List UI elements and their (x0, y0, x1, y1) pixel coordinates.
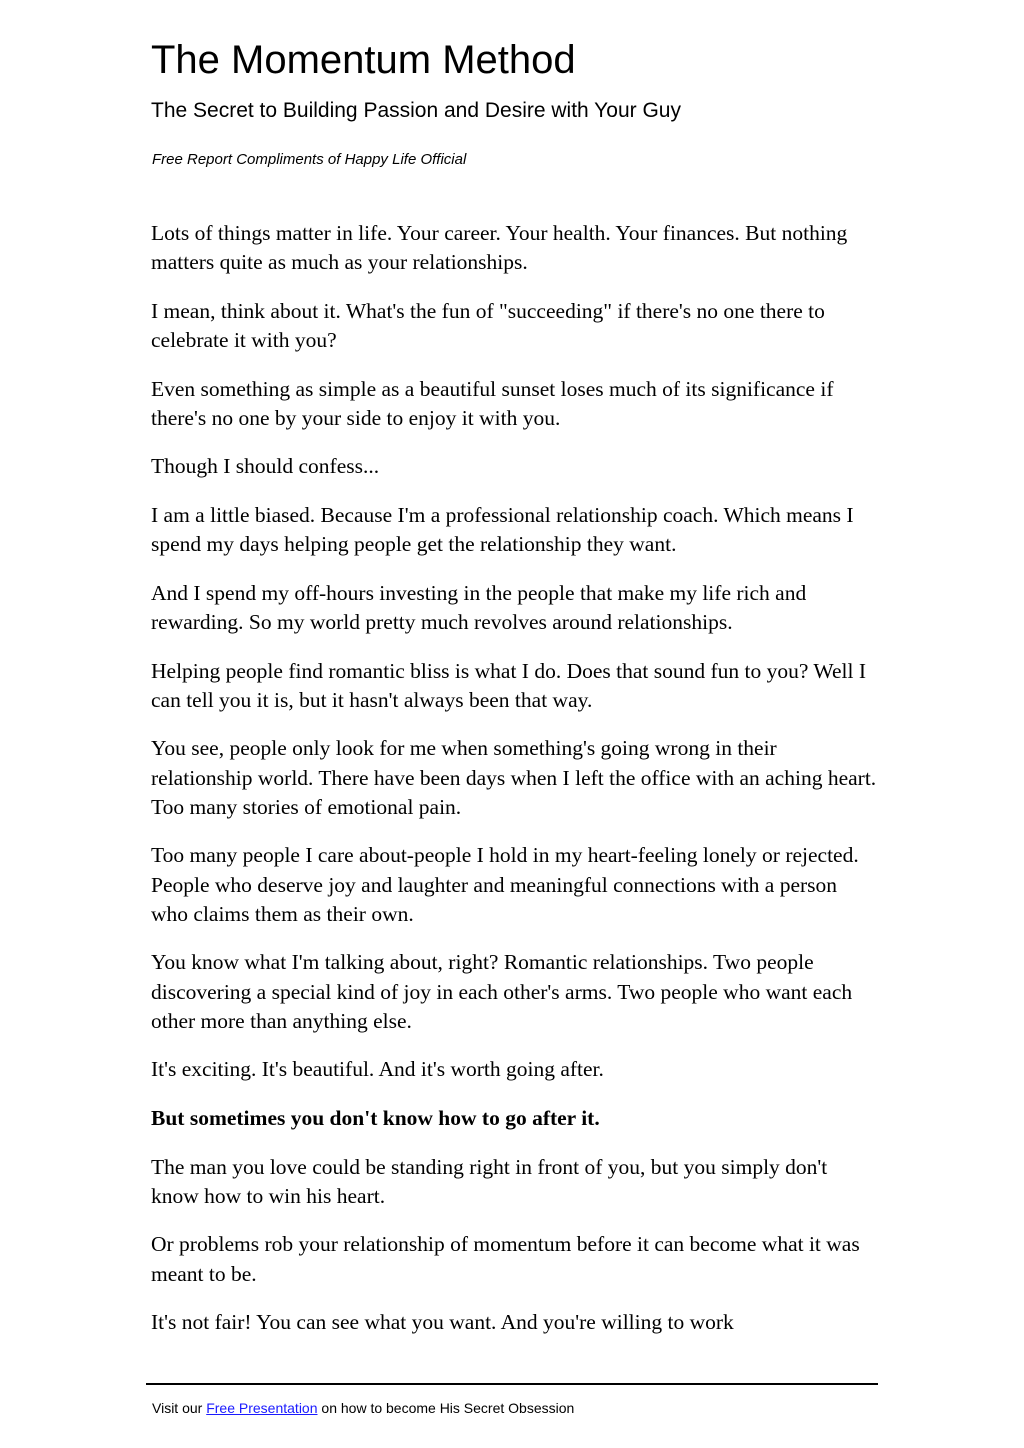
paragraph: Though I should confess... (151, 454, 380, 479)
bold-paragraph: But sometimes you don't know how to go after it. (151, 1105, 600, 1130)
free-presentation-link[interactable]: Free Presentation (206, 1400, 318, 1416)
paragraph: I am a little biased. Because I'm a professional relationship coach. Which means I spend my days helping people get the relationship they want. (151, 502, 854, 557)
document-title: The Momentum Method (151, 38, 576, 82)
paragraph: Lots of things matter in life. Your career. Your health. Your finances. But nothing matters quite as much as your relationships. (151, 221, 848, 275)
footer (152, 1399, 574, 1417)
footer-suffix: on how to become His Secret Obsession (317, 1400, 575, 1416)
paragraph: Helping people find romantic bliss is what I do. Does that sound fun to you? Well I can tell you it is, but it hasn't always been that way. (151, 658, 867, 712)
paragraph: It's exciting. It's beautiful. And it's worth going after. (151, 1057, 604, 1082)
paragraph: It's not fair! You can see what you want. And you're willing to work (151, 1310, 734, 1335)
paragraph: Even something as simple as a beautiful sunset loses much of its significance if there's no one by your side to enjoy it with you. (151, 376, 834, 430)
paragraph: You know what I'm talking about, right? Romantic relationships. Two people discovering a special kind of joy in each other's arms. Two people who want each other more than anything else. (151, 950, 853, 1033)
paragraph: And I spend my off-hours investing in the people that make my life rich and rewarding. So my world pretty much revolves around relationships. (151, 580, 807, 634)
paragraph: Or problems rob your relationship of momentum before it can become what it was meant to be. (151, 1232, 860, 1286)
paragraph: Too many people I care about-people I hold in my heart-feeling lonely or rejected. People who deserve joy and laughter and meaningful connections with a person who claims them as their own. (151, 843, 859, 926)
paragraph: You see, people only look for me when something's going wrong in their relationship world. There have been days when I left the office with an aching heart. Too many stories of emotional pain. (151, 736, 877, 819)
footer-divider (146, 1383, 878, 1385)
document-subtitle: The Secret to Building Passion and Desire with Your Guy (151, 99, 681, 122)
paragraph: The man you love could be standing right in front of you, but you simply don't know how to win his heart. (151, 1154, 828, 1208)
footer-prefix: Visit our (152, 1400, 207, 1416)
paragraph: I mean, think about it. What's the fun of "succeeding" if there's no one there to celebrate it with you? (151, 298, 825, 352)
body-text (151, 219, 879, 1357)
document-byline: Free Report Compliments of Happy Life Official (152, 151, 467, 168)
